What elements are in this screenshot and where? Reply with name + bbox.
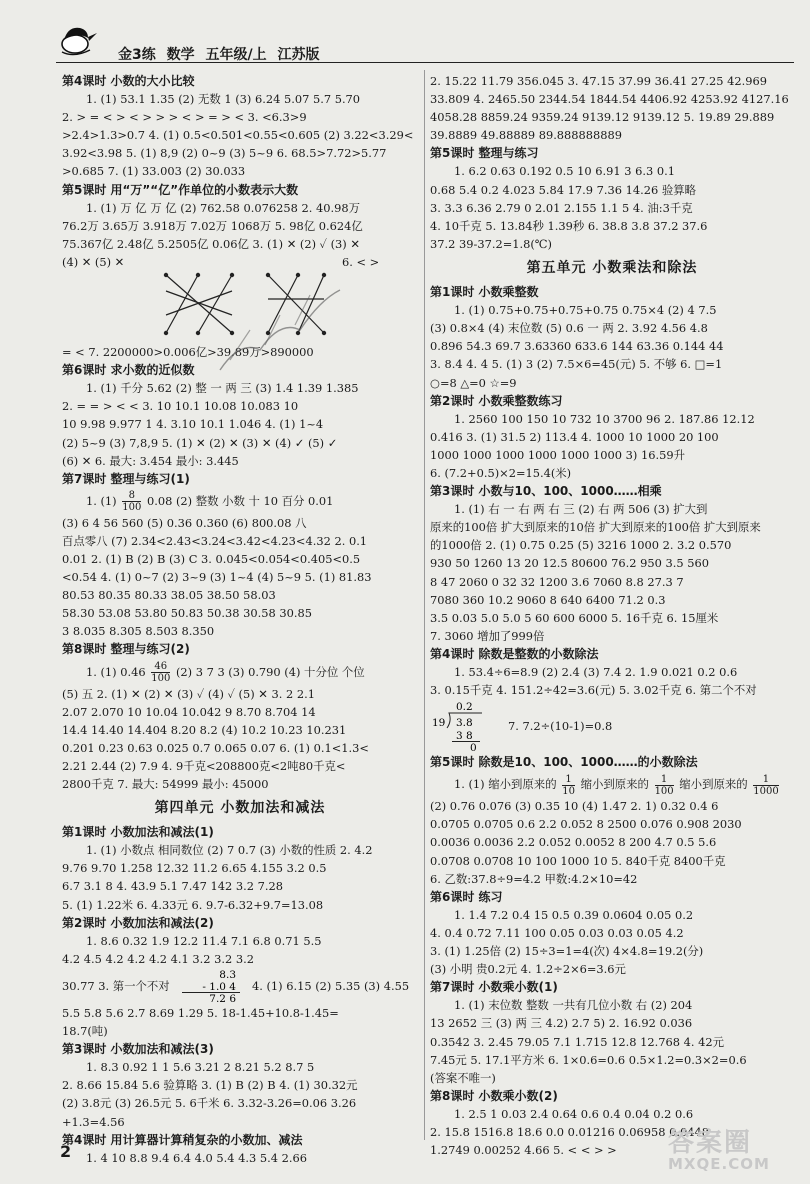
answer-line: 930 50 1260 13 20 12.5 80600 76.2 950 3.5 560 <box>430 556 709 571</box>
answer-text: 缩小到原来的 <box>580 777 649 792</box>
answer-line: 3.92<3.98 5. (1) 8,9 (2) 0~9 (3) 5~9 6. 68.5>7.72>5.77 <box>62 146 387 161</box>
answer-text: (2) 3 7 3 (3) 0.790 (4) 十分位 个位 <box>175 664 365 679</box>
answer-line: 1. (1) 0.75+0.75+0.75+0.75 0.75×4 (2) 4 7.5 <box>454 303 717 318</box>
answer-line: 0.3542 3. 2.45 79.05 7.1 1.715 12.8 12.768 4. 42元 <box>430 1034 724 1049</box>
watermark-url: MXQE.COM <box>668 1155 770 1173</box>
answer-line: 13 2652 三 (3) 两 三 4.2) 2.7 5) 2. 16.92 0.036 <box>430 1016 693 1031</box>
section-title: 第8课时 小数乘小数(2) <box>430 1088 558 1103</box>
answer-line: 2. 15.8 1516.8 18.6 0.0 0.01216 0.06958 0.0448 <box>430 1124 709 1139</box>
answer-line: (3) 6 4 56 560 (5) 0.36 0.360 (6) 800.08 八 <box>62 515 307 530</box>
answer-line <box>62 488 418 514</box>
answer-line: 0.416 3. (1) 31.5 2) 113.4 4. 1000 10 1000 20 100 <box>430 429 719 444</box>
answer-line: 1. 8.3 0.92 1 1 5.6 3.21 2 8.21 5.2 8.7 5 <box>86 1060 315 1075</box>
answer-line: 3. 3.3 6.36 2.79 0 2.01 2.155 1.1 5 4. 油:3千克 <box>430 200 693 215</box>
site-watermark <box>668 1122 770 1173</box>
long-division <box>430 699 510 753</box>
answer-line: 7080 360 10.2 9060 8 640 6400 71.2 0.3 <box>430 592 666 607</box>
fraction <box>562 774 575 797</box>
answer-line: 9.76 9.70 1.258 12.32 11.2 6.65 4.155 3.2 0.5 <box>62 861 327 876</box>
answer-line: (2) 5~9 (3) 7,8,9 5. (1) ✕ (2) ✕ (3) ✕ (4) ✓ (5) ✓ <box>62 435 338 450</box>
answer-line: 1. 6.2 0.63 0.192 0.5 10 6.91 3 6.3 0.1 <box>454 164 675 179</box>
difference: 7.2 6 <box>209 992 236 1005</box>
answer-line: 6.7 3.1 8 4. 43.9 5.1 7.47 142 3.2 7.28 <box>62 879 283 894</box>
answer-text: 4. (1) 6.15 (2) 5.35 (3) 4.55 <box>252 978 410 993</box>
remainder: 0 <box>470 742 477 755</box>
page-header <box>0 0 810 62</box>
answer-text: 缩小到原来的 <box>679 777 748 792</box>
section-title: 第1课时 小数乘整数 <box>430 285 539 300</box>
section-title: 第2课时 小数乘整数练习 <box>430 393 563 408</box>
section-title: 第4课时 除数是整数的小数除法 <box>430 646 599 661</box>
answer-line: 4. 0.4 0.72 7.11 100 0.05 0.03 0.03 0.05 4.2 <box>430 925 684 940</box>
section-title: 第4课时 用计算器计算稍复杂的小数加、减法 <box>62 1132 303 1147</box>
answer-line: 1. 53.4÷6=8.9 (2) 2.4 (3) 7.4 2. 1.9 0.021 0.2 0.6 <box>454 665 738 679</box>
fraction-denominator: 100 <box>122 502 142 514</box>
page-number: 2 <box>60 1142 72 1161</box>
answer-line: 3. (1) 1.25倍 (2) 15÷3=1=4(次) 4×4.8=19.2(分) <box>430 944 704 959</box>
section-title: 第6课时 练习 <box>430 889 503 904</box>
answer-line: 5.5 5.8 5.6 2.7 8.69 1.29 5. 18-1.45+10.8-1.45= <box>62 1005 339 1020</box>
answer-line: 1.2749 0.00252 4.66 5. < < > > <box>430 1143 617 1158</box>
answer-text: 0.08 (2) 整数 小数 十 10 百分 0.01 <box>146 493 334 508</box>
answer-line: 1. (1) 53.1 1.35 (2) 无数 1 (3) 6.24 5.07 5.7 5.70 <box>86 92 361 107</box>
answer-line: 2. = = > < < 3. 10 10.1 10.08 10.083 10 <box>62 399 299 414</box>
answer-line: 2800千克 7. 最大: 54999 最小: 45000 <box>62 777 269 791</box>
section-title: 第2课时 小数加法和减法(2) <box>62 915 214 930</box>
handwritten-scribble <box>210 280 350 380</box>
answer-line: 2. 15.22 11.79 356.045 3. 47.15 37.99 36.41 27.25 42.969 <box>430 74 767 88</box>
answer-line: 6. 乙数:37.8÷9=4.2 甲数:4.2×10=42 <box>430 871 638 886</box>
fraction-numerator: 1 <box>762 773 770 785</box>
answer-line: 3. 8.4 4. 4 5. (1) 3 (2) 7.5×6=45(元) 5. 不够 6. □=1 <box>430 357 723 372</box>
section-title: 第8课时 整理与练习(2) <box>62 642 190 657</box>
answer-line <box>62 659 418 685</box>
answer-line: 33.809 4. 2465.50 2344.54 1844.54 4406.92 4253.92 4127.16 <box>430 92 789 107</box>
section-title: 第4课时 小数的大小比较 <box>62 74 195 88</box>
answer-line: 80.53 80.35 80.33 38.05 38.50 58.03 <box>62 588 276 603</box>
answer-line: ○=8 △=0 ☆=9 <box>430 375 517 390</box>
vertical-subtraction-row <box>62 968 418 1004</box>
section-title: 第5课时 整理与练习 <box>430 146 539 161</box>
answer-line: 1. (1) 末位数 整数 一共有几位小数 右 (2) 204 <box>454 998 693 1013</box>
answer-text: 6. < > <box>342 254 380 269</box>
answer-line: 8 47 2060 0 32 32 1200 3.6 7060 8.8 27.3 7 <box>430 574 684 589</box>
answer-line: (2) 0.76 0.076 (3) 0.35 10 (4) 1.47 2. 1) 0.32 0.4 6 <box>430 799 719 814</box>
answer-line: 7. 3060 增加了999倍 <box>430 628 545 643</box>
answer-line: 2.07 2.070 10 10.04 10.042 9 8.70 8.704 14 <box>62 704 316 719</box>
answer-line: +1.3=4.56 <box>62 1114 125 1129</box>
answer-line: 58.30 53.08 53.80 50.83 50.38 30.58 30.85 <box>62 606 312 621</box>
answer-text: 30.77 3. 第一个不对 <box>62 978 170 993</box>
fraction-numerator: 1 <box>565 773 572 785</box>
answer-line <box>62 253 418 271</box>
answer-line: 75.367亿 2.48亿 5.2505亿 0.06亿 3. (1) ✕ (2) ✓ (3) ✕ <box>62 236 360 251</box>
answer-line: 4. 10千克 5. 13.84秒 1.39秒 6. 38.8 3.8 37.2 37.6 <box>430 218 708 233</box>
section-title: 第6课时 求小数的近似数 <box>62 363 195 378</box>
answer-line: 0.0036 0.0036 2.2 0.052 0.0052 8 200 4.7 0.5 5.6 <box>430 835 717 850</box>
answer-line: 4058.28 8859.24 9359.24 9139.12 9139.12 5. 19.89 29.889 <box>430 110 775 125</box>
answer-line: 0.0705 0.0705 0.6 2.2 0.052 8 2500 0.076 0.908 2030 <box>430 817 742 832</box>
section-title: 第5课时 除数是10、100、1000……的小数除法 <box>430 755 698 770</box>
fraction-numerator: 1 <box>660 773 668 785</box>
answer-line: 1. (1) 万 亿 万 亿 (2) 762.58 0.076258 2. 40.98万 <box>86 200 360 215</box>
section-title: 第5课时 用“万”“亿”作单位的小数表示大数 <box>62 182 299 197</box>
long-division-row <box>430 699 794 753</box>
header-rule <box>56 62 794 63</box>
answer-line: 1. 4 10 8.8 9.4 6.4 4.0 5.4 4.3 5.4 2.66 <box>86 1150 307 1165</box>
answer-line: 1. 8.6 0.32 1.9 12.2 11.4 7.1 6.8 0.71 5.5 <box>86 933 322 948</box>
fraction <box>655 774 674 797</box>
answer-line: 1. (1) 千分 5.62 (2) 整 一 两 三 (3) 1.4 1.39 1.385 <box>86 381 359 396</box>
fraction <box>753 774 778 797</box>
answer-line: 1000 1000 1000 1000 1000 1000 3) 16.59升 <box>430 447 685 462</box>
answer-line: (答案不唯一) <box>430 1070 496 1085</box>
answer-line: 14.4 14.40 14.404 8.20 8.2 (4) 10.2 10.23 10.231 <box>62 722 347 737</box>
answer-line: 7.45元 5. 17.1平方米 6. 1×0.6=0.6 0.5×1.2=0.3×2=0.6 <box>430 1052 747 1067</box>
answer-line: 37.2 39-37.2=1.8(℃) <box>430 236 552 251</box>
answer-line: 的1000倍 2. (1) 0.75 0.25 (5) 3216 1000 2. 3.2 0.570 <box>430 538 732 553</box>
answer-line: 1. 2.5 1 0.03 2.4 0.64 0.6 0.4 0.04 0.2 0.6 <box>454 1106 694 1121</box>
section-title: 第3课时 小数加法和减法(3) <box>62 1042 214 1057</box>
answer-line: >0.685 7. (1) 33.003 (2) 30.033 <box>62 164 246 179</box>
fraction-denominator: 100 <box>151 673 171 685</box>
section-title: 第3课时 小数与10、100、1000……相乘 <box>430 484 662 499</box>
answer-line: 0.68 5.4 0.2 4.023 5.84 17.9 7.36 14.26 验算略 <box>430 182 697 197</box>
fraction <box>122 490 141 513</box>
unit-heading: 第五单元 小数乘法和除法 <box>526 259 698 276</box>
answer-line: 0.01 2. (1) B (2) B (3) C 3. 0.045<0.054<0.405<0.5 <box>62 551 361 566</box>
answer-line: 3. 0.15千克 4. 151.2÷42=3.6(元) 5. 3.02千克 6. 第二个不对 <box>430 683 757 698</box>
answer-line: 4.2 4.5 4.2 4.2 4.2 4.1 3.2 3.2 3.2 <box>62 951 255 966</box>
answer-line: 1. 1.4 7.2 0.4 15 0.5 0.39 0.0604 0.05 0.2 <box>454 907 694 922</box>
answer-line: 0.896 54.3 69.7 3.63360 633.6 144 63.36 0.144 44 <box>430 339 724 354</box>
fraction-numerator: 8 <box>128 490 135 502</box>
answer-line: 1. (1) 右 一 右 两 右 三 (2) 右 两 506 (3) 扩大到 <box>454 502 708 517</box>
answer-line: 39.8889 49.88889 89.888888889 <box>430 128 623 143</box>
dividend: 3.8 <box>456 717 473 730</box>
fraction-numerator: 46 <box>154 661 168 673</box>
answer-line: 2. > = < > < > > > < > = > < 3. <6.3>9 <box>62 110 307 125</box>
answer-line: 原来的100倍 扩大到原来的10倍 扩大到原来的100倍 扩大到原来 <box>430 520 761 535</box>
column-divider <box>424 70 425 1140</box>
answer-line: >2.4>1.3>0.7 4. (1) 0.5<0.501<0.55<0.605 (2) 3.22<3.29< <box>62 128 414 143</box>
fraction <box>151 661 170 684</box>
answer-line: (3) 小明 贵0.2元 4. 1.2÷2×6=3.6元 <box>430 962 626 977</box>
quotient: 0.2 <box>456 701 473 714</box>
header-title: 金3练 数学 五年级/上 江苏版 <box>118 47 320 63</box>
answer-line: 1. 2560 100 150 10 732 10 3700 96 2. 187.86 12.12 <box>454 411 755 426</box>
answer-line <box>430 771 794 797</box>
answer-text: (4) ✕ (5) ✕ <box>62 254 125 269</box>
bird-logo-icon <box>58 22 98 56</box>
fraction-denominator: 1000 <box>753 785 779 797</box>
minuend: 8.3 <box>219 968 236 981</box>
answer-line: 2.21 2.44 (2) 7.9 4. 9千克<208800克<2吨80千克< <box>62 758 346 773</box>
answer-line: (5) 五 2. (1) ✕ (2) ✕ (3) ✓ (4) ✓ (5) ✕ 3. 2 2.1 <box>62 686 315 701</box>
answer-line: 3 8.035 8.305 8.503 8.350 <box>62 624 215 639</box>
answer-line: 1. (1) 小数点 相同数位 (2) 7 0.7 (3) 小数的性质 2. 4.2 <box>86 843 373 858</box>
answer-text: 1. (1) 缩小到原来的 <box>454 777 557 792</box>
answer-line: 百点零八 (7) 2.34<2.43<3.24<3.42<4.23<4.32 2. 0.1 <box>62 533 368 548</box>
answer-line: 18.7(吨) <box>62 1024 108 1039</box>
answer-text: 1. (1) <box>86 493 117 508</box>
answer-line: 3.5 0.03 5.0 5.0 5 60 600 6000 5. 16千克 6. 15厘米 <box>430 610 719 625</box>
answer-line: 0.0708 0.0708 10 100 1000 10 5. 840千克 8400千克 <box>430 853 726 868</box>
answer-line: 2. 8.66 15.84 5.6 验算略 3. (1) B (2) B 4. (1) 30.32元 <box>62 1078 358 1093</box>
answer-line: 5. (1) 1.22米 6. 4.33元 6. 9.7-6.32+9.7=13.08 <box>62 897 324 912</box>
watermark-logo-text: 答案圈 <box>668 1128 753 1158</box>
answer-line: 0.201 0.23 0.63 0.025 0.7 0.065 0.07 6. (1) 0.1<1.3< <box>62 740 369 755</box>
answer-line: (2) 3.8元 (3) 26.5元 5. 6千米 6. 3.32-3.26=0.06 3.26 <box>62 1096 357 1111</box>
section-title: 第7课时 小数乘小数(1) <box>430 980 558 995</box>
answer-line: 76.2万 3.65万 3.918万 7.02万 1068万 5. 98亿 0.624亿 <box>62 218 363 233</box>
subtrahend: - 1.0 4 <box>202 980 236 993</box>
answer-text: 1. (1) 0.46 <box>86 664 146 679</box>
fraction-denominator: 10 <box>562 785 575 797</box>
fraction-denominator: 100 <box>654 785 674 797</box>
vertical-subtraction <box>174 968 244 1004</box>
answer-line: 6. (7.2+0.5)×2=15.4(米) <box>430 465 572 480</box>
answer-text: 7. 7.2÷(10-1)=0.8 <box>508 719 613 734</box>
answer-line: = < 7. 2200000>0.006亿>39.89万>890000 <box>62 345 314 360</box>
answer-line: 10 9.98 9.977 1 4. 3.10 10.1 1.046 4. (1) 1~4 <box>62 417 324 432</box>
partial-product: 3 8 <box>456 730 473 743</box>
answer-line: <0.54 4. (1) 0~7 (2) 3~9 (3) 1~4 (4) 5~9 5. (1) 81.83 <box>62 570 372 585</box>
section-title: 第1课时 小数加法和减法(1) <box>62 825 214 840</box>
divisor: 19 <box>432 717 446 730</box>
answer-line: (6) ✕ 6. 最大: 3.454 最小: 3.445 <box>62 453 239 468</box>
answer-line: (3) 0.8×4 (4) 末位数 (5) 0.6 一 两 2. 3.92 4.56 4.8 <box>430 321 708 336</box>
left-column <box>62 72 418 1165</box>
unit-heading: 第四单元 小数加法和减法 <box>154 800 326 817</box>
section-title: 第7课时 整理与练习(1) <box>62 471 190 486</box>
